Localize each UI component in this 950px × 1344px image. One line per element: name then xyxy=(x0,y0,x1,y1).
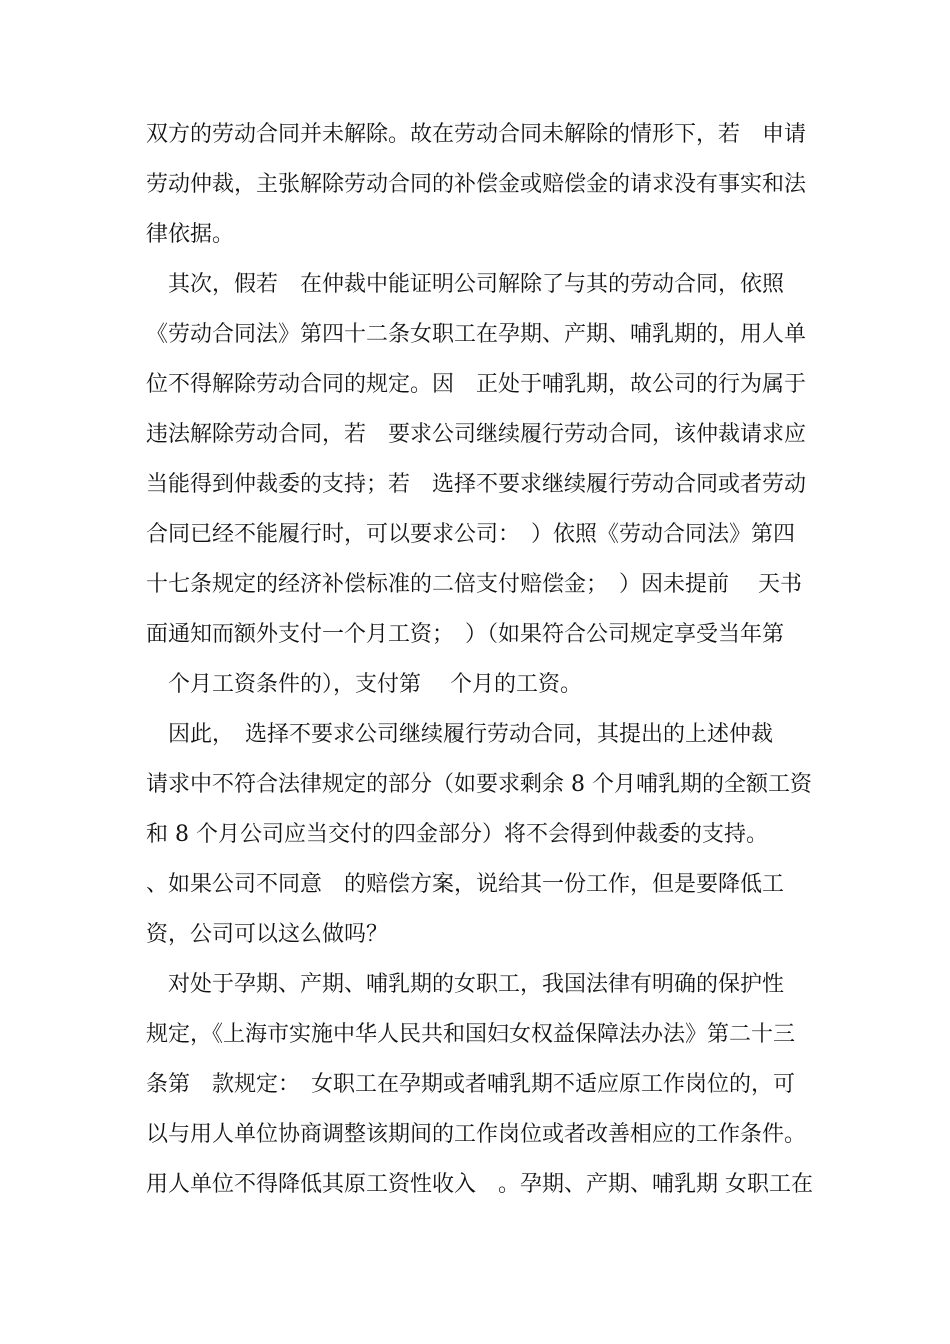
text-line: 合同已经不能履行时，可以要求公司： ）依照《劳动合同法》第四 xyxy=(146,522,796,547)
text-line: 个月工资条件的），支付第 个月的工资。 xyxy=(146,672,582,697)
text-line: 对处于孕期、产期、哺乳期的女职工，我国法律有明确的保护性 xyxy=(146,972,785,997)
text-line: 和 8 个月公司应当交付的四金部分）将不会得到仲裁委的支持。 xyxy=(146,822,768,847)
text-line: 、如果公司不同意 的赔偿方案，说给其一份工作，但是要降低工 xyxy=(146,872,785,897)
text-line: 面通知而额外支付一个月工资； ）（如果符合公司规定享受当年第 xyxy=(146,622,785,647)
text-line: 当能得到仲裁委的支持；若 选择不要求继续履行劳动合同或者劳动 xyxy=(146,472,807,497)
text-line: 条第 款规定： 女职工在孕期或者哺乳期不适应原工作岗位的，可 xyxy=(146,1072,796,1097)
text-line: 以与用人单位协商调整该期间的工作岗位或者改善相应的工作条件。 xyxy=(146,1122,807,1147)
text-line: 请求中不符合法律规定的部分（如要求剩余 8 个月哺乳期的全额工资 xyxy=(146,772,812,797)
text-line: 劳动仲裁，主张解除劳动合同的补偿金或赔偿金的请求没有事实和法 xyxy=(146,172,807,197)
text-line: 用人单位不得降低其原工资性收入 。孕期、产期、哺乳期 女职工在 xyxy=(146,1172,813,1197)
text-line: 因此， 选择不要求公司继续履行劳动合同，其提出的上述仲裁 xyxy=(146,722,774,747)
text-line: 《劳动合同法》第四十二条女职工在孕期、产期、哺乳期的，用人单 xyxy=(146,322,807,347)
text-line: 双方的劳动合同并未解除。故在劳动合同未解除的情形下，若 申请 xyxy=(146,122,807,147)
text-line: 其次，假若 在仲裁中能证明公司解除了与其的劳动合同，依照 xyxy=(146,272,785,297)
text-line: 规定，《上海市实施中华人民共和国妇女权益保障法办法》第二十三 xyxy=(146,1022,796,1047)
text-line: 资，公司可以这么做吗？ xyxy=(146,922,389,947)
text-line: 十七条规定的经济补偿标准的二倍支付赔偿金； ）因未提前 天书 xyxy=(146,572,802,597)
text-line: 违法解除劳动合同，若 要求公司继续履行劳动合同，该仲裁请求应 xyxy=(146,422,807,447)
text-line: 律依据。 xyxy=(146,222,235,247)
text-line: 位不得解除劳动合同的规定。因 正处于哺乳期，故公司的行为属于 xyxy=(146,372,807,397)
